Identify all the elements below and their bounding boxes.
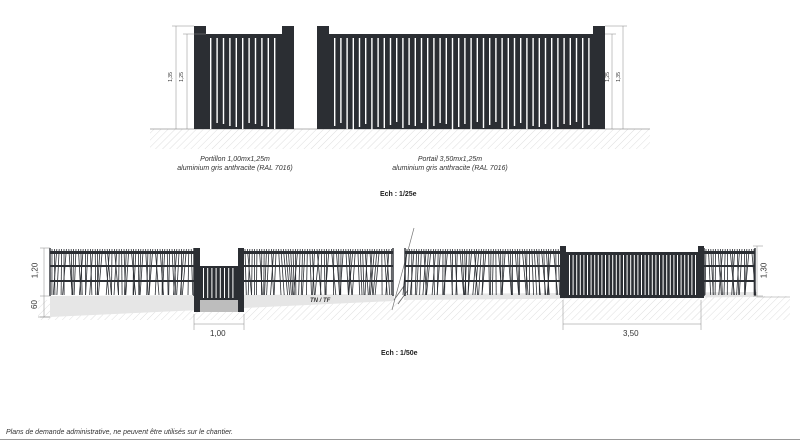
gate-slit <box>216 38 217 123</box>
fence-bar <box>122 249 123 295</box>
portail-caption <box>380 155 520 173</box>
gate-slit <box>371 38 372 130</box>
gate-slit <box>594 255 595 295</box>
gate-slit <box>598 255 599 295</box>
gate-slit <box>216 268 217 298</box>
fence-bar <box>162 249 164 295</box>
gate-slit <box>514 38 515 126</box>
gate-slit <box>670 255 671 295</box>
gate-slit <box>477 38 478 122</box>
gate-slit <box>591 255 592 295</box>
gate-slit <box>677 255 678 295</box>
fence-bar <box>267 249 269 295</box>
gate-slit <box>684 255 685 295</box>
fence-bar <box>274 249 276 295</box>
fence-bar <box>74 249 76 295</box>
fence-bar <box>479 249 482 295</box>
fence-bar <box>705 249 706 295</box>
fence-bar <box>133 249 134 295</box>
gate-slit <box>346 38 347 129</box>
gate-slit <box>551 38 552 130</box>
gate-slit <box>261 38 262 126</box>
portail-caption-line2: aluminium gris anthracite (RAL 7016) <box>392 165 508 172</box>
fence-bar <box>169 249 170 295</box>
gate-slit <box>619 255 620 295</box>
gate-slit <box>666 255 667 295</box>
gate-slit <box>659 255 660 295</box>
gate-slit <box>627 255 628 295</box>
gate-slit <box>464 38 465 124</box>
gate-slit <box>232 268 233 298</box>
gate-slit <box>612 255 613 295</box>
gate-slit <box>433 38 434 126</box>
fence-bar <box>739 249 742 295</box>
portail-gate <box>317 26 605 130</box>
gate-slit <box>695 255 696 295</box>
gate-slit <box>210 38 211 129</box>
gate-slit <box>421 38 422 123</box>
portillon-caption-line2: aluminium gris anthracite (RAL 7016) <box>177 165 293 172</box>
gate-slit <box>587 255 588 295</box>
gate-slit <box>396 38 397 122</box>
gate-slit <box>220 268 221 298</box>
portillon-gate <box>194 26 294 129</box>
fence-bar <box>358 249 360 295</box>
fence-bar <box>410 249 414 295</box>
gate-slit <box>334 38 335 126</box>
gate-slit <box>274 38 275 129</box>
gate-slit <box>588 38 589 125</box>
fence-bar <box>256 249 257 295</box>
fence-bar <box>526 249 527 295</box>
gate-slit <box>495 38 496 122</box>
gate-slit <box>634 255 635 295</box>
footer-note: Plans de demande administrative, ne peuvent être utilisés sur le chantier. <box>6 429 233 436</box>
gate-slit <box>681 255 682 295</box>
fence-bar <box>352 249 355 295</box>
gate-slit <box>211 268 212 298</box>
gate-slit <box>228 268 229 298</box>
fence-bar <box>245 249 246 295</box>
fence-bar <box>177 249 180 295</box>
gate-slit <box>207 268 208 298</box>
gate-slit <box>663 255 664 295</box>
fence-bar <box>715 249 716 295</box>
gate-slit <box>255 38 256 124</box>
gate-slit <box>446 38 447 124</box>
fence-bar <box>265 249 267 295</box>
fence-bar <box>182 249 186 295</box>
gate-slit <box>691 255 692 295</box>
gate-slit <box>569 255 570 295</box>
portillon-caption <box>175 155 295 173</box>
fence-bar <box>492 249 493 295</box>
fence-bar <box>188 249 189 295</box>
top-ground <box>150 129 650 149</box>
fence-bar <box>360 249 362 295</box>
gate-slit <box>605 255 606 295</box>
gate-slit <box>520 38 521 123</box>
gate-slit <box>573 255 574 295</box>
fence-bar <box>534 249 537 295</box>
fence-bar <box>321 249 322 295</box>
fence-bar <box>548 249 549 295</box>
gate-slit <box>224 268 225 298</box>
bottom-dim-height-left: 1,20 <box>30 262 40 279</box>
gate-slit <box>601 255 602 295</box>
gate-slit <box>609 255 610 295</box>
gate-slit <box>557 38 558 127</box>
fence-bar <box>306 249 307 295</box>
fence-bar <box>417 249 419 295</box>
fence-bar <box>375 249 379 295</box>
fence-bar <box>310 249 312 295</box>
gate-slit <box>637 255 638 295</box>
top-dim-right-outer: 1,35 <box>615 72 622 82</box>
gate-slit <box>583 255 584 295</box>
gate-slit <box>390 38 391 125</box>
gate-slit <box>641 255 642 295</box>
gate-slit <box>365 38 366 124</box>
fence-bar <box>61 249 62 295</box>
gate-slit <box>582 38 583 128</box>
gate-slit <box>616 255 617 295</box>
gate-slit <box>384 38 385 128</box>
gate-slit <box>576 255 577 295</box>
top-dim-left-inner: 1,25 <box>178 72 185 82</box>
gate-slit <box>532 38 533 126</box>
gate-slit <box>229 38 230 126</box>
gate-slit <box>483 38 484 128</box>
gate-slit <box>415 38 416 126</box>
fence-bar <box>324 249 325 295</box>
fence-bar <box>180 249 184 295</box>
fence-bar <box>522 249 526 295</box>
footer-divider <box>0 439 800 440</box>
gate-slit <box>645 255 646 295</box>
small-gate-bottom <box>194 248 244 312</box>
fence-bar <box>558 249 559 295</box>
gate-slit <box>236 38 237 127</box>
fence-bar <box>724 249 725 295</box>
gate-slit <box>402 38 403 128</box>
gate-slit <box>248 38 249 123</box>
gate-slit <box>359 38 360 127</box>
gate-slit <box>539 38 540 127</box>
top-dim-right-inner: 1,25 <box>604 72 611 82</box>
gate-slit <box>470 38 471 130</box>
fence-bar <box>489 249 490 295</box>
gate-slit <box>353 38 354 130</box>
fence-bar <box>191 249 193 295</box>
fence-bar <box>420 249 422 295</box>
fence-bar <box>532 249 534 295</box>
gate-slit <box>223 38 224 124</box>
gate-slit <box>203 268 204 298</box>
gate-slit <box>501 38 502 128</box>
gate-slit <box>623 255 624 295</box>
gate-slit <box>688 255 689 295</box>
gate-slit <box>408 38 409 125</box>
fence-bar <box>537 249 541 295</box>
fence-bar <box>299 249 301 295</box>
fence-bar <box>174 249 177 295</box>
gate-slit <box>563 38 564 124</box>
fence-bar <box>167 249 168 295</box>
fence-bar <box>745 249 749 295</box>
fence-bar <box>252 249 253 295</box>
fence-bar <box>708 249 710 295</box>
fence-bar <box>112 249 113 295</box>
fence-bar <box>363 249 364 295</box>
gate-slit <box>652 255 653 295</box>
ground-label: TN / TF <box>310 298 331 304</box>
fence-bar <box>346 249 349 295</box>
gate-slit <box>452 38 453 130</box>
gate-slit <box>489 38 490 125</box>
gate-slit <box>655 255 656 295</box>
gate-slit <box>268 38 269 127</box>
fence-bar <box>63 249 67 295</box>
portail-caption-line1: Portail 3,50mx1,25m <box>417 156 483 163</box>
fence-bar <box>556 249 557 295</box>
fence-bar <box>73 249 74 295</box>
gate-slit <box>648 255 649 295</box>
gate-slit <box>242 38 243 129</box>
bottom-dim-height-right: 1,30 <box>759 262 769 279</box>
bottom-scale-label: Ech : 1/50e <box>381 350 418 357</box>
large-gate-bottom <box>560 246 704 298</box>
fence-bar <box>415 249 416 295</box>
gate-slit <box>458 38 459 127</box>
fence-bar <box>98 249 102 295</box>
gate-slit <box>377 38 378 127</box>
fence-bar <box>90 249 93 295</box>
fence-bar <box>498 249 502 295</box>
bottom-dim-portillon-width: 1,00 <box>210 329 226 338</box>
fence-bar <box>407 249 409 295</box>
fence-bar <box>264 249 265 295</box>
gate-slit <box>526 38 527 129</box>
gate-slit <box>576 38 577 122</box>
bottom-dim-portail-width: 3,50 <box>623 329 639 338</box>
gate-slit <box>570 38 571 125</box>
gate-slit <box>580 255 581 295</box>
gate-slit <box>340 38 341 123</box>
gate-slit <box>630 255 631 295</box>
gate-slit <box>673 255 674 295</box>
fence-bar <box>119 249 120 295</box>
fence-bar <box>57 249 59 295</box>
portillon-caption-line1: Portillon 1,00mx1,25m <box>200 156 270 163</box>
top-dim-left-outer: 1,35 <box>167 72 174 82</box>
gate-slit <box>545 38 546 124</box>
gate-slit <box>439 38 440 123</box>
bottom-dim-base-left: 60 <box>29 300 39 309</box>
fence-bar <box>95 249 96 295</box>
fence-bar <box>279 249 281 295</box>
gate-slit <box>508 38 509 129</box>
fence-bar <box>325 249 329 295</box>
gate-slit <box>427 38 428 129</box>
top-scale-label: Ech : 1/25e <box>380 191 417 198</box>
fence-bar <box>491 249 492 295</box>
